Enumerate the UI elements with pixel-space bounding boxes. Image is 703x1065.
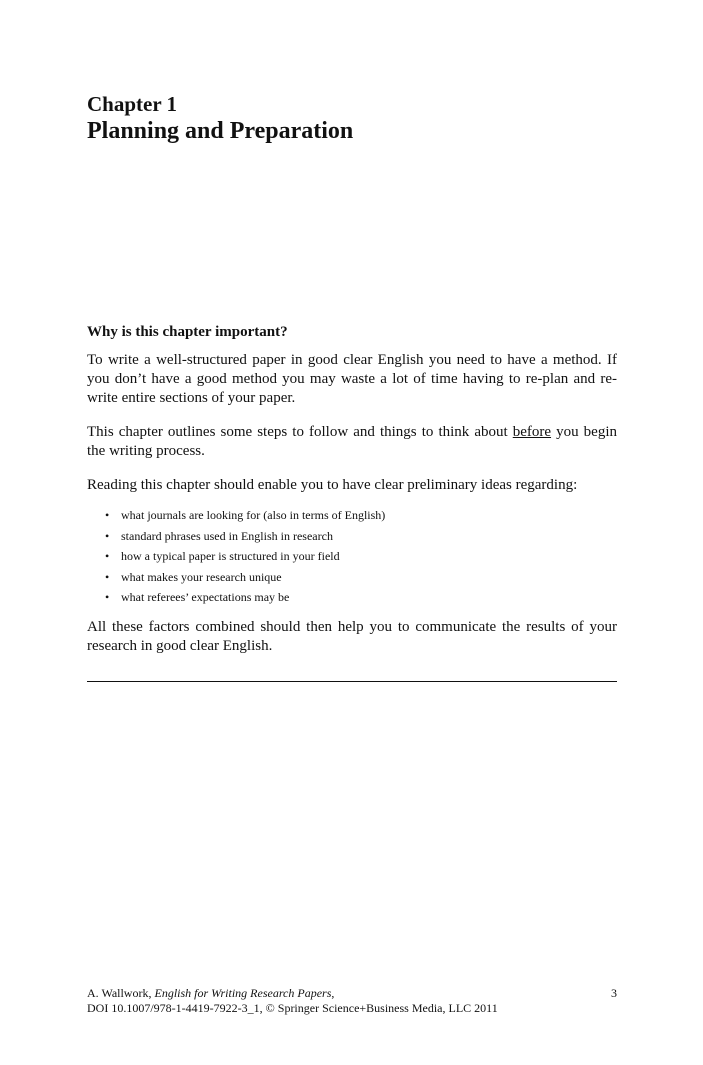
paragraph-method: To write a well-structured paper in good clear English you need to have a method. If you don’t have a good method you may waste a lot of time having to re-plan and re-write entire sections of your paper. — [87, 352, 617, 406]
bullet-list — [87, 505, 617, 608]
paragraph-conclusion: All these factors combined should then help you to communicate the results of your research in good clear English. — [87, 618, 617, 654]
chapter-abstract-box — [87, 323, 617, 656]
chapter-heading — [87, 91, 353, 145]
chapter-number: Chapter 1 — [87, 92, 178, 116]
list-item: • how a typical paper is structured in your field — [87, 546, 617, 567]
page-footer — [87, 986, 617, 1016]
doi-line: DOI 10.1007/978-1-4419-7922-3_1, © Springer Science+Business Media, LLC 2011 — [87, 1001, 498, 1015]
page-number: 3 — [611, 986, 617, 1000]
paragraph-outline — [87, 423, 617, 461]
horizontal-rule — [87, 681, 617, 682]
underlined-word-before: before — [512, 424, 552, 440]
citation-comma: , — [331, 986, 335, 1000]
citation-author: A. Wallwork, — [87, 986, 155, 1000]
paragraph-outline-text-start: This chapter outlines some steps to follow and things to think about — [87, 424, 513, 440]
citation-book-title: English for Writing Research Papers — [154, 986, 332, 1000]
list-item: • what referees’ expectations may be — [87, 587, 617, 608]
paragraph-outline-text-end: you begin the writing process. — [87, 424, 618, 459]
section-heading: Why is this chapter important? — [87, 324, 288, 340]
paragraph-intro-list: Reading this chapter should enable you to have clear preliminary ideas regarding: — [87, 477, 578, 493]
list-item: • what journals are looking for (also in terms of English) — [87, 505, 617, 526]
citation-line — [87, 986, 617, 1001]
list-item: • standard phrases used in English in research — [87, 526, 617, 547]
list-item: • what makes your research unique — [87, 567, 617, 588]
chapter-title: Planning and Preparation — [87, 118, 354, 144]
